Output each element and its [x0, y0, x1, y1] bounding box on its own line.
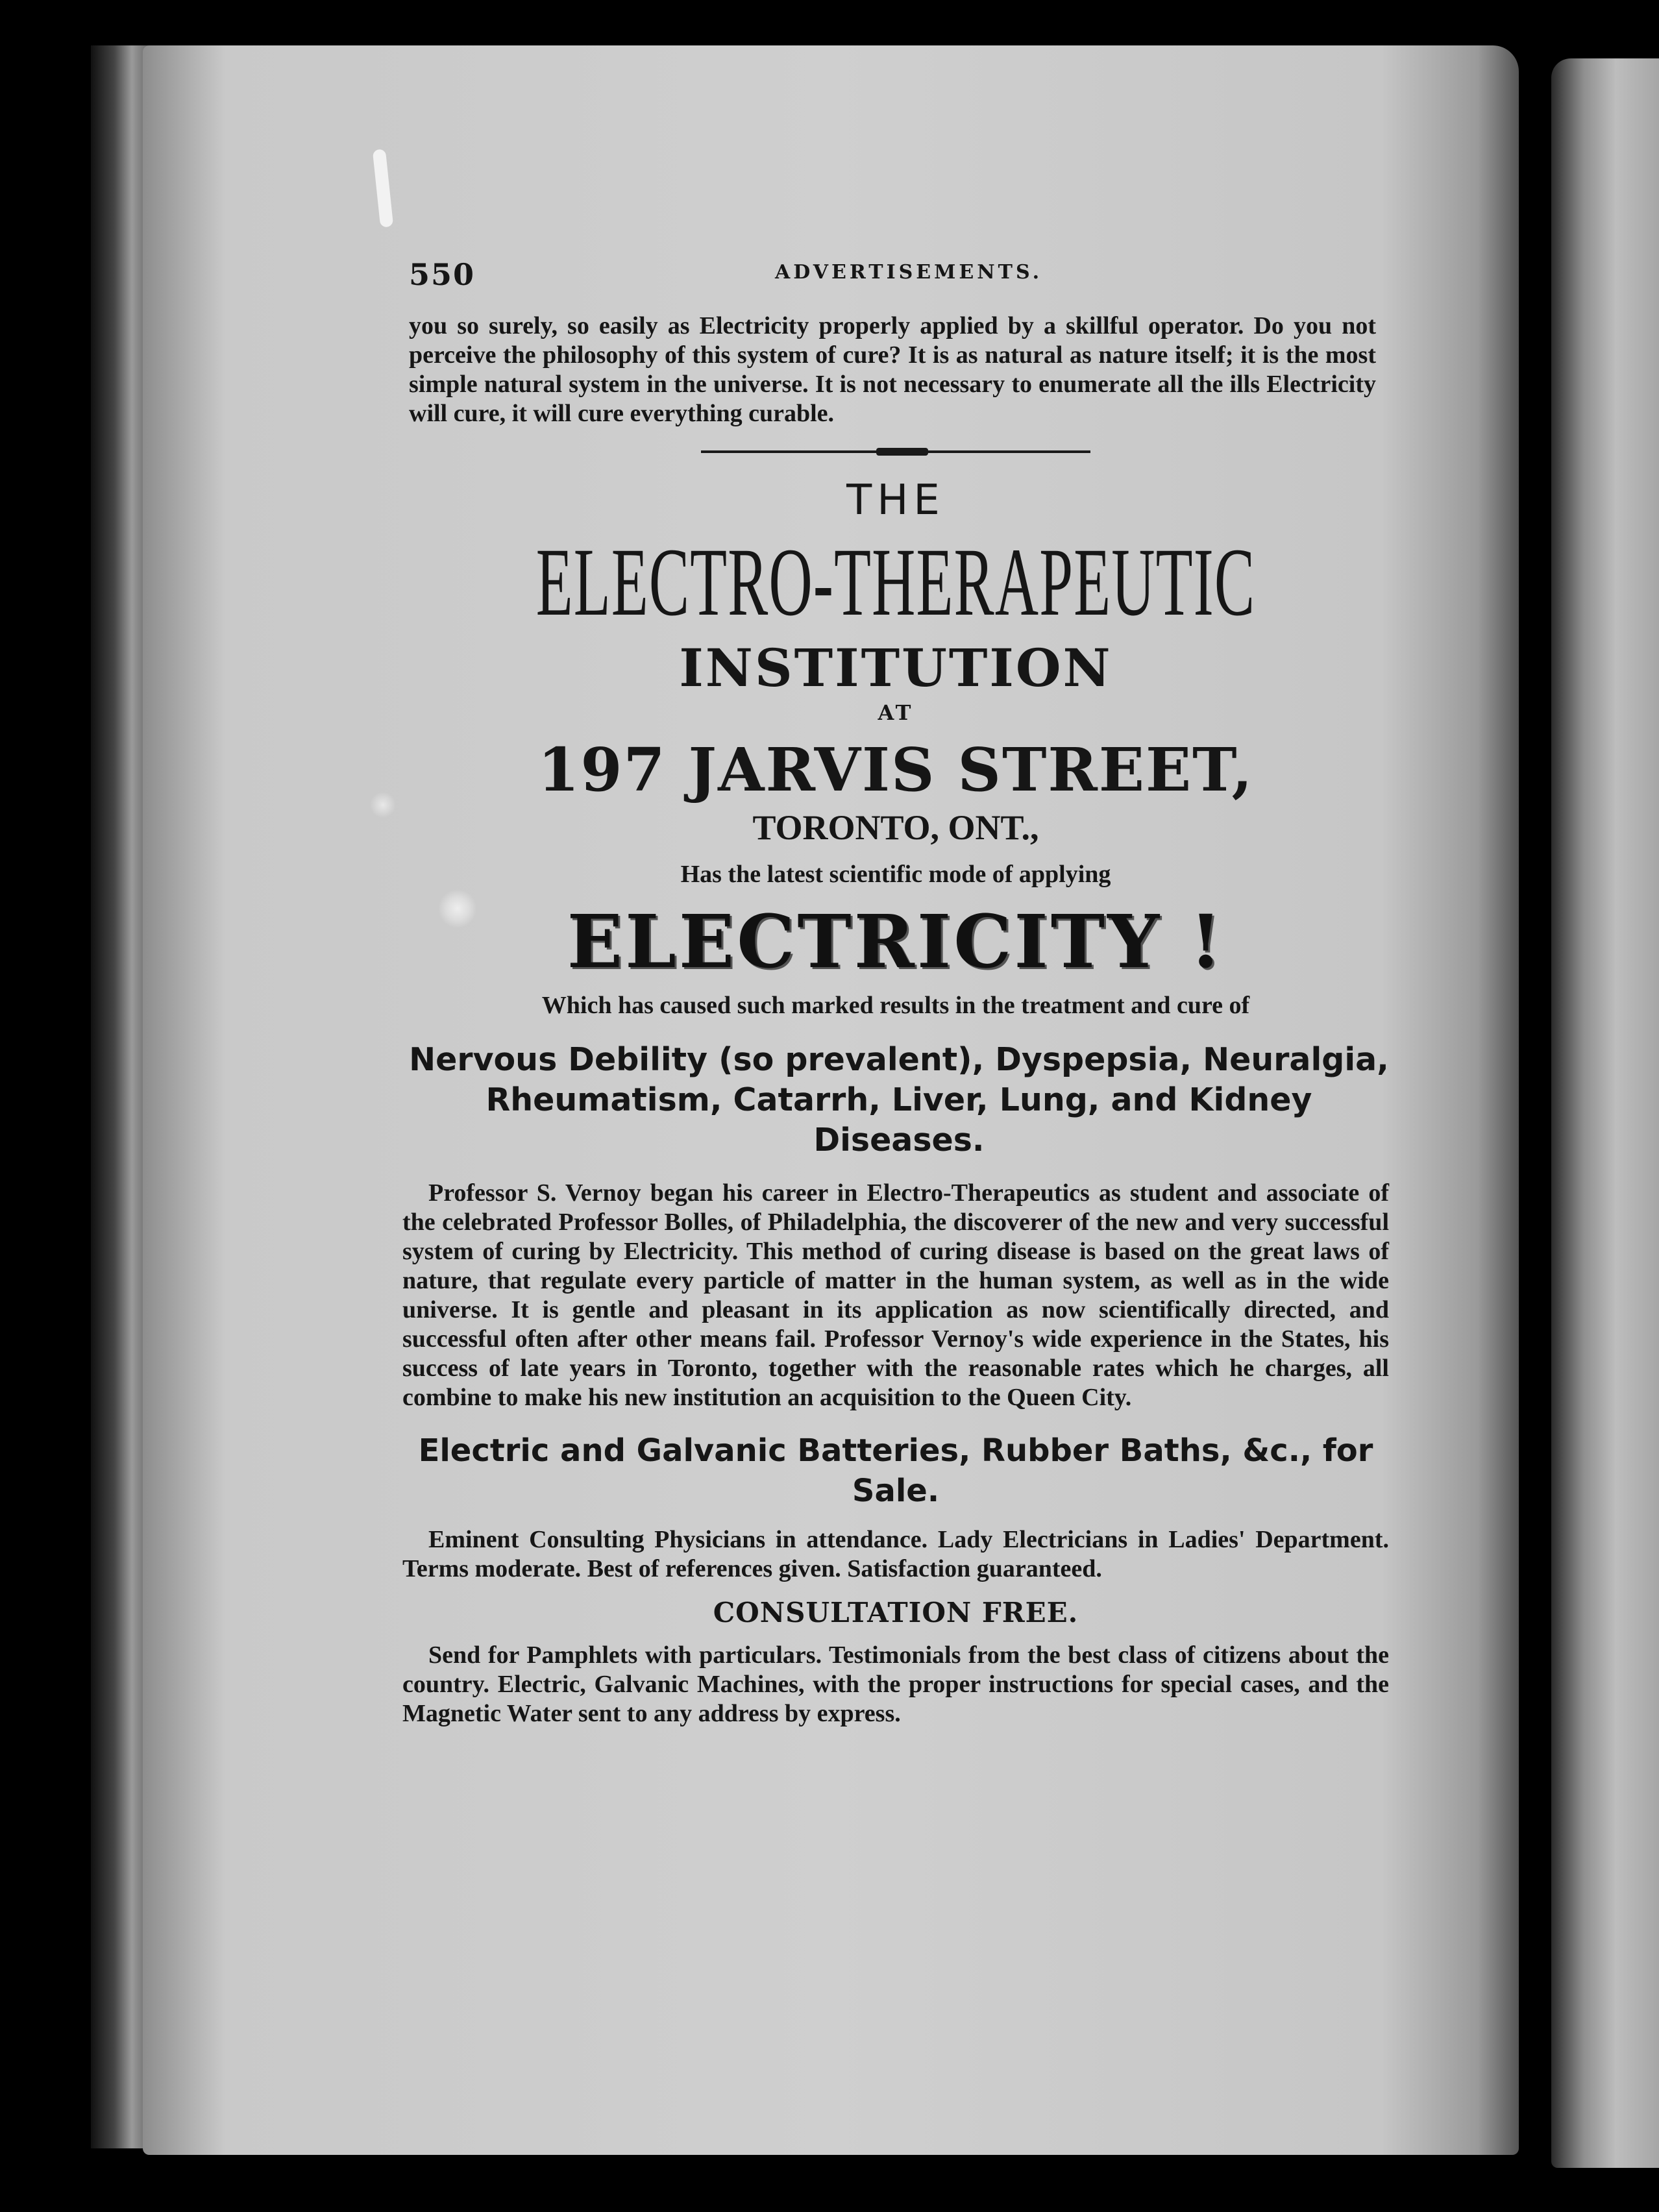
- page-content: [402, 253, 1389, 1728]
- running-head: ADVERTISEMENTS.: [774, 261, 1043, 284]
- tagline: Has the latest scientific mode of applying: [680, 861, 1111, 888]
- conditions-list: Nervous Debility (so prevalent), Dyspepsia, Neuralgia, Rheumatism, Catarrh, Liver, Lung, and Kidney Diseases.: [409, 1041, 1389, 1159]
- divider-rule: [701, 450, 1090, 453]
- street-address: 197 JARVIS STREET,: [537, 735, 1254, 805]
- book-spine-edge: [91, 45, 149, 2148]
- intro-paragraph: you so surely, so easily as Electricity properly applied by a skillful operator. Do you not perceive the philosophy of this system of cure? It is as natural as nature itself; it is the most simple natural system in the universe. It is not necessary to enumerate all the ills Electricity will cure, it will cure everything curable.: [409, 312, 1376, 427]
- send-paragraph: Send for Pamphlets with particulars. Testimonials from the best class of citizens about the country. Electric, Galvanic Machines, with the proper instructions for special cases, and the Magnetic Water sent to any address by express.: [402, 1641, 1389, 1727]
- batteries-heading: Electric and Galvanic Batteries, Rubber Baths, &c., for Sale.: [418, 1432, 1373, 1509]
- institute-name: ELECTRO-THERAPEUTIC: [535, 528, 1256, 636]
- page-number: 550: [409, 257, 476, 292]
- at-label: AT: [878, 700, 914, 725]
- results-line: Which has caused such marked results in the treatment and cure of: [541, 992, 1250, 1019]
- city-line: TORONTO, ONT.,: [752, 808, 1039, 847]
- page-header: [402, 253, 1389, 292]
- consultation-free: CONSULTATION FREE.: [713, 1597, 1079, 1628]
- institution-heading: INSTITUTION: [679, 637, 1112, 698]
- electricity-heading: ELECTRICITY !: [567, 900, 1225, 985]
- paper-blemish: [370, 792, 396, 818]
- consulting-paragraph: Eminent Consulting Physicians in attendance. Lady Electricians in Ladies' Department. Terms moderate. Best of references given. Satisfaction guaranteed.: [402, 1526, 1389, 1582]
- adjacent-page-edge: [1551, 58, 1659, 2168]
- advert-the: THE: [846, 476, 945, 524]
- professor-paragraph: Professor S. Vernoy began his career in Electro-Therapeutics as student and associate of the celebrated Professor Bolles, of Philadelphia, the discoverer of the new and very successful system of curing by Electricity. This method of curing disease is based on the great laws of nature, that regulate every particle of matter in the human system, as well as in the wide universe. It is gentle and pleasant in its application as now scientifically directed, and successful often after other means fail. Professor Vernoy's wide experience in the States, his success of late years in Toronto, together with the reasonable rates which he charges, all combine to make his new institution an acquisition to the Queen City.: [402, 1179, 1389, 1411]
- divider-ornament: [876, 448, 928, 456]
